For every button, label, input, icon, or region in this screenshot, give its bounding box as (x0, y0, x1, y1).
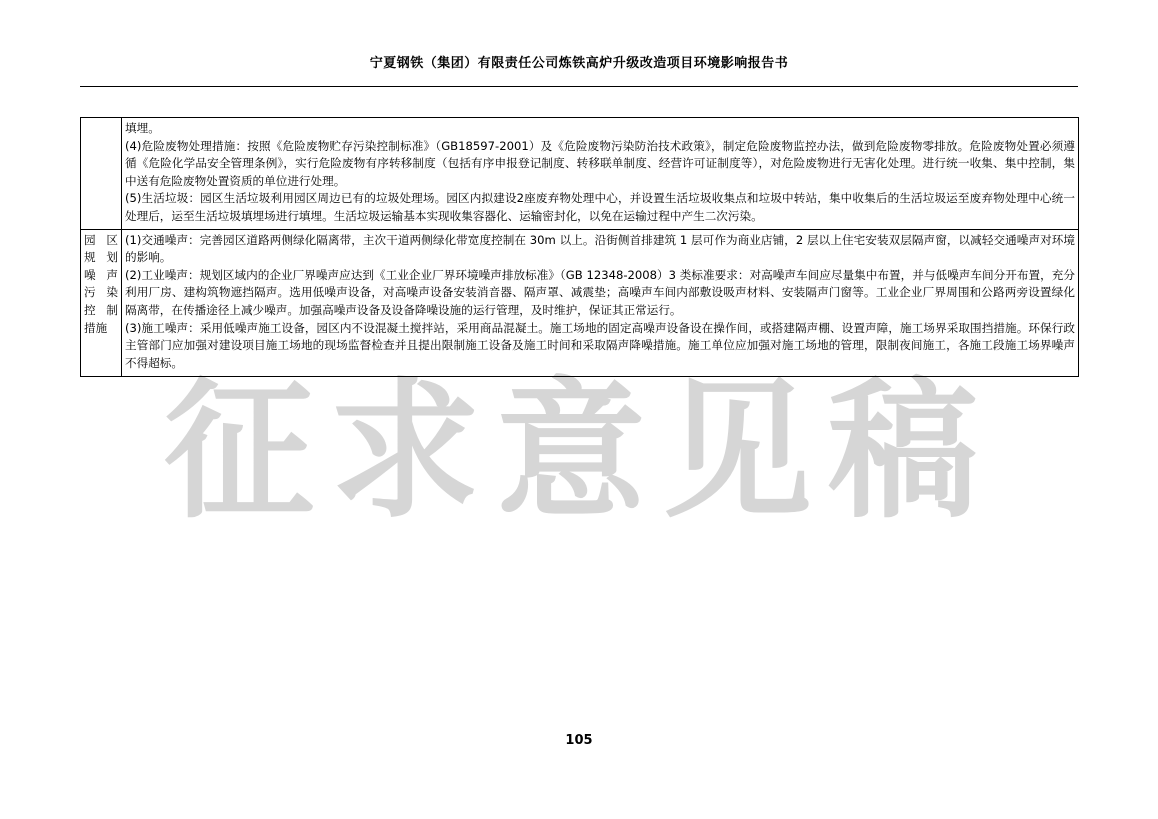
paragraph: 填埋。 (125, 121, 160, 135)
watermark: 征求意见稿 (163, 365, 995, 539)
row-body-noise-control (122, 229, 1079, 376)
header-divider (80, 86, 1078, 87)
table-row (81, 118, 1079, 230)
row-label-noise-control: 园区规划噪声污染控制措施 (81, 229, 122, 376)
page-number: 105 (565, 733, 593, 748)
paragraph: (2)工业噪声：规划区域内的企业厂界噪声应达到《工业企业厂界环境噪声排放标准》（GB 12348-2008）3 类标准要求：对高噪声车间应尽量集中布置，并与低噪声车间分开布置，充分利用厂房、建构筑物遮挡隔声。选用低噪声设备，对高噪声设备安装消音器、隔声罩、减震垫；高噪声车间内部敷设吸声材料、安装隔声门窗等。工业企业厂界周围和公路两旁设置绿化隔离带，在传播途径上减少噪声。加强高噪声设备及设备降噪设施的运行管理，及时维护，保证其正常运行。 (125, 267, 1075, 318)
table-row (81, 229, 1079, 376)
content-table (80, 117, 1079, 377)
paragraph: (4)危险废物处理措施：按照《危险废物贮存污染控制标准》（GB18597-2001）及《危险废物污染防治技术政策》，制定危险废物监控办法，做到危险废物零排放。危险废物处置必须遵循《危险化学品安全管理条例》，实行危险废物有序转移制度（包括有序申报登记制度、转移联单制度、经营许可证制度等），对危险废物进行无害化处理。进行统一收集、集中控制，集中送有危险废物处置资质的单位进行处理。 (125, 138, 1075, 188)
page-header: 宁夏钢铁（集团）有限责任公司炼铁高炉升级改造项目环境影响报告书 (369, 56, 789, 71)
row-body-solid-waste (122, 118, 1079, 230)
content-table-wrapper (80, 117, 1079, 377)
paragraph: (1)交通噪声：完善园区道路两侧绿化隔离带，主次干道两侧绿化带宽度控制在 30m 以上。沿街侧首排建筑 1 层可作为商业店铺，2 层以上住宅安装双层隔声窗，以减轻交通噪声对环境的影响。 (125, 232, 1075, 265)
paragraph: (5)生活垃圾：园区生活垃圾利用园区周边已有的垃圾处理场。园区内拟建设2座废弃物处理中心，并设置生活垃圾收集点和垃圾中转站，集中收集后的生活垃圾运至废弃物处理中心统一处理后，运至生活垃圾填埋场进行填埋。生活垃圾运输基本实现收集容器化、运输密封化，以免在运输过程中产生二次污染。 (125, 191, 1075, 224)
row-label-empty (81, 118, 122, 230)
paragraph: (3)施工噪声：采用低噪声施工设备，园区内不设混凝土搅拌站，采用商品混凝土。施工场地的固定高噪声设备设在操作间，或搭建隔声棚、设置声障，施工场界采取围挡措施。环保行政主管部门应加强对建设项目施工场地的现场监督检查并且提出限制施工设备及施工时间和采取隔声降噪措施。施工单位应加强对施工场地的管理，限制夜间施工，各施工段施工场界噪声不得超标。 (125, 320, 1075, 370)
